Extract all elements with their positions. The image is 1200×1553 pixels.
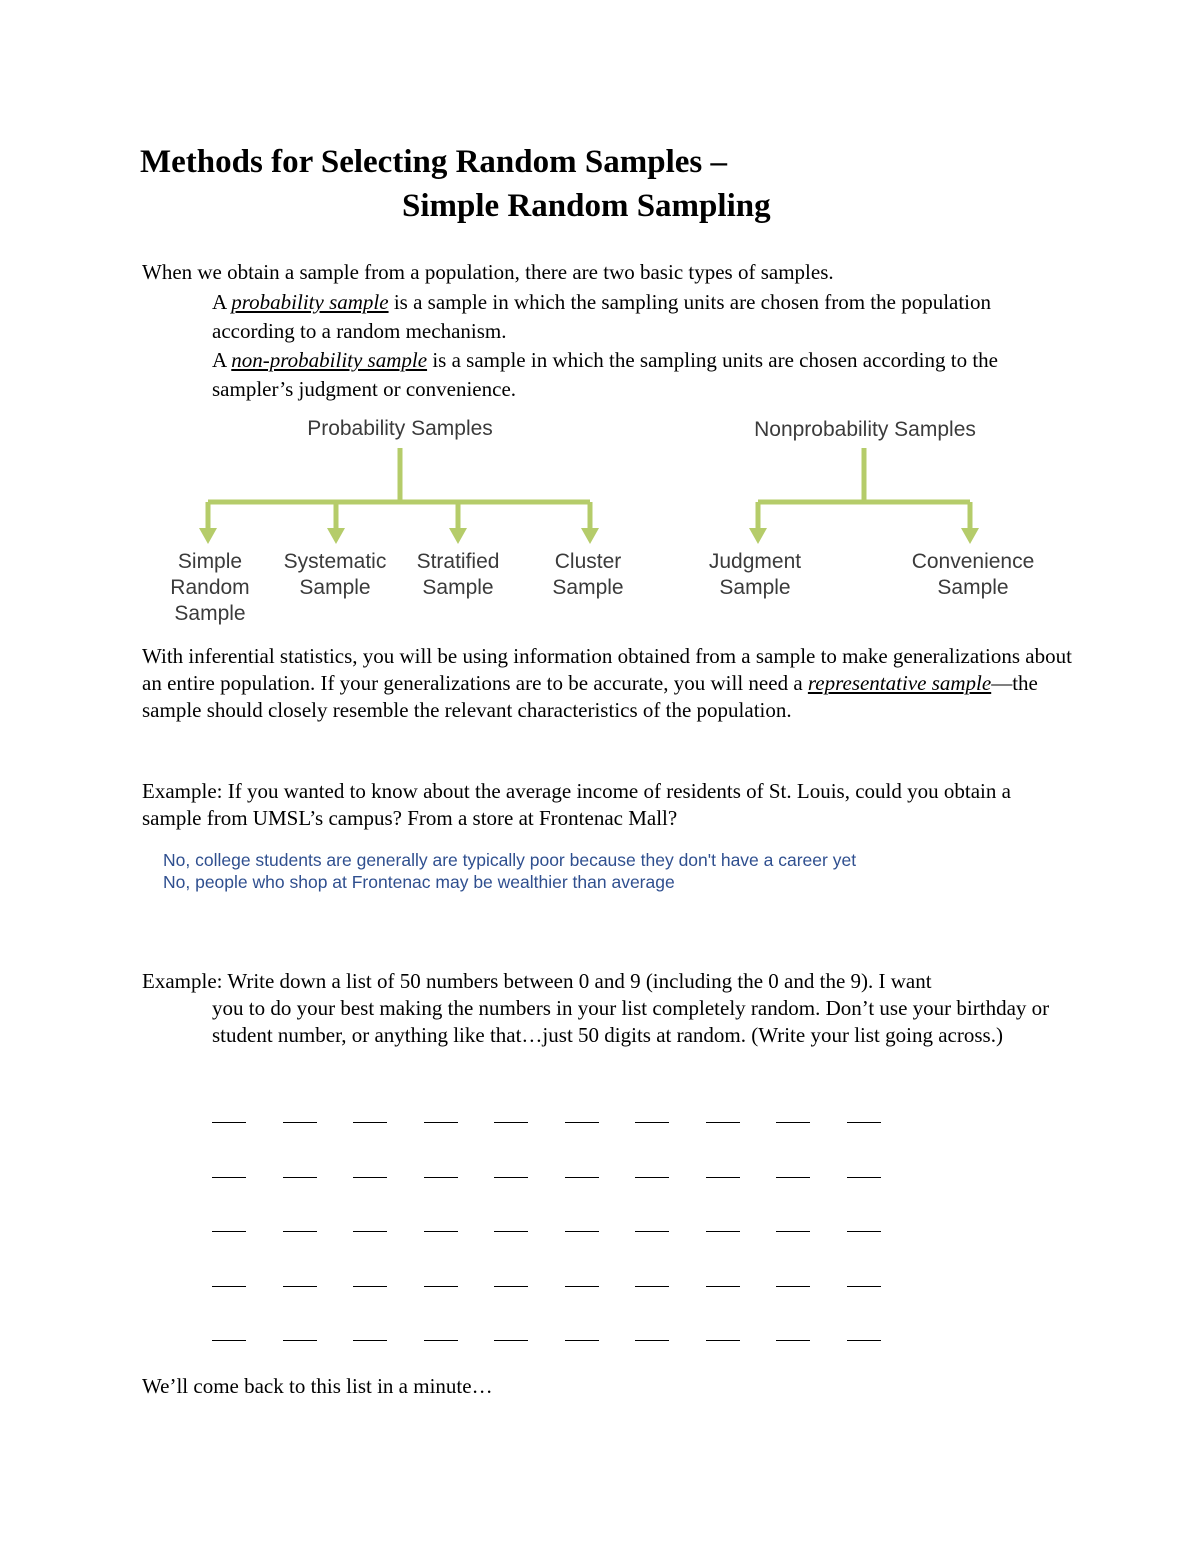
inferential-paragraph	[142, 643, 1072, 724]
digit-blank	[776, 1122, 810, 1123]
blank-row	[212, 1108, 912, 1163]
digit-blank	[283, 1340, 317, 1341]
title-line-1: Methods for Selecting Random Samples –	[140, 144, 727, 180]
digit-blank	[424, 1122, 458, 1123]
digit-blank	[494, 1340, 528, 1341]
definition-probability	[212, 288, 1072, 346]
digit-blank	[353, 1122, 387, 1123]
tree-connectors	[150, 410, 1070, 640]
digit-blank	[494, 1177, 528, 1178]
digit-blank	[635, 1231, 669, 1232]
digit-blank	[424, 1177, 458, 1178]
digit-blank	[776, 1340, 810, 1341]
digit-blank	[847, 1231, 881, 1232]
arrow-down-icon	[199, 528, 217, 544]
digit-blank	[847, 1340, 881, 1341]
answer-frontenac: No, people who shop at Frontenac may be wealthier than average	[163, 872, 675, 892]
heading-nonprobability-samples: Nonprobability Samples	[754, 418, 976, 441]
digit-blank	[212, 1122, 246, 1123]
digit-blank	[283, 1177, 317, 1178]
sampling-types-diagram	[150, 410, 1070, 640]
digit-blank	[847, 1122, 881, 1123]
definition-text: is a sample in which the sampling units are chosen from the population according to a random mechanism.	[212, 290, 992, 343]
arrow-down-icon	[961, 528, 979, 544]
definition-non-probability	[212, 346, 1072, 404]
digit-blank	[635, 1286, 669, 1287]
label-systematic-sample: Systematic Sample	[283, 550, 387, 599]
digit-blank	[424, 1286, 458, 1287]
digit-blank	[706, 1231, 740, 1232]
digit-blank	[706, 1177, 740, 1178]
answer-umsl: No, college students are generally are typically poor because they don't have a career yet	[163, 850, 857, 870]
example-random-digits-continued: you to do your best making the numbers in your list completely random. Don’t use your birthday or student number, or anything like that…just 50 digits at random. (Write your list going across.)	[212, 996, 1050, 1047]
digit-blank	[494, 1231, 528, 1232]
blank-row	[212, 1163, 912, 1218]
digit-blank	[212, 1231, 246, 1232]
term-non-probability-sample: non-probability sample	[231, 348, 428, 372]
arrow-down-icon	[581, 528, 599, 544]
term-probability-sample: probability sample	[231, 290, 389, 314]
blank-row	[212, 1217, 912, 1272]
label-cluster-sample: Cluster Sample	[552, 550, 624, 599]
arrow-down-icon	[449, 528, 467, 544]
digit-blank	[635, 1122, 669, 1123]
heading-probability-samples: Probability Samples	[307, 417, 493, 440]
label-judgment-sample: Judgment Sample	[708, 550, 802, 599]
digit-blank	[565, 1340, 599, 1341]
label-simple-random-sample: Simple Random Sample	[170, 550, 250, 625]
example-random-digits-first-line: Example: Write down a list of 50 numbers between 0 and 9 (including the 0 and the 9). I want	[142, 969, 932, 993]
handwritten-answers	[163, 849, 1043, 893]
digit-blank	[776, 1177, 810, 1178]
arrow-down-icon	[749, 528, 767, 544]
digit-blank	[847, 1177, 881, 1178]
digit-blank	[212, 1177, 246, 1178]
arrow-down-icon	[327, 528, 345, 544]
definition-text: is a sample in which the sampling units are chosen according to the sampler’s judgment or convenience.	[212, 348, 998, 401]
digit-blank	[776, 1231, 810, 1232]
label-convenience-sample: Convenience Sample	[911, 550, 1035, 599]
digit-blank	[565, 1177, 599, 1178]
digit-blank	[494, 1122, 528, 1123]
digit-blank	[635, 1177, 669, 1178]
inferential-text-after: —the sample should closely resemble the relevant characteristics of the population.	[142, 671, 1038, 722]
digit-blank	[353, 1177, 387, 1178]
example-income-question: Example: If you wanted to know about the average income of residents of St. Louis, could you obtain a sample from UMSL’s campus? From a store at Frontenac Mall?	[142, 779, 1011, 830]
digit-blank	[706, 1122, 740, 1123]
digit-blank	[283, 1231, 317, 1232]
digit-blank	[706, 1286, 740, 1287]
example-random-digits	[142, 968, 1072, 1049]
digit-blank	[353, 1231, 387, 1232]
digit-blank	[353, 1340, 387, 1341]
digit-blanks-grid	[212, 1108, 912, 1381]
digit-blank	[212, 1286, 246, 1287]
term-representative-sample: representative sample	[807, 671, 992, 695]
inferential-text-before: With inferential statistics, you will be using information obtained from a sample to make generalizations about an entire population. If your generalizations are to be accurate, you will need a	[142, 644, 1072, 695]
digit-blank	[635, 1340, 669, 1341]
digit-blank	[283, 1286, 317, 1287]
definition-prefix: A	[212, 348, 232, 372]
digit-blank	[212, 1340, 246, 1341]
title-line-2: Simple Random Sampling	[402, 188, 771, 224]
page-title	[140, 140, 1060, 228]
digit-blank	[776, 1286, 810, 1287]
digit-blank	[424, 1340, 458, 1341]
digit-blank	[706, 1340, 740, 1341]
digit-blank	[283, 1122, 317, 1123]
digit-blank	[847, 1286, 881, 1287]
digit-blank	[565, 1122, 599, 1123]
closing-note: We’ll come back to this list in a minute…	[142, 1374, 493, 1398]
digit-blank	[565, 1286, 599, 1287]
definition-prefix: A	[212, 290, 232, 314]
digit-blank	[353, 1286, 387, 1287]
digit-blank	[565, 1231, 599, 1232]
label-stratified-sample: Stratified Sample	[416, 550, 500, 599]
digit-blank	[424, 1231, 458, 1232]
intro-paragraph: When we obtain a sample from a population, there are two basic types of samples.	[142, 260, 834, 284]
blank-row	[212, 1272, 912, 1327]
digit-blank	[494, 1286, 528, 1287]
